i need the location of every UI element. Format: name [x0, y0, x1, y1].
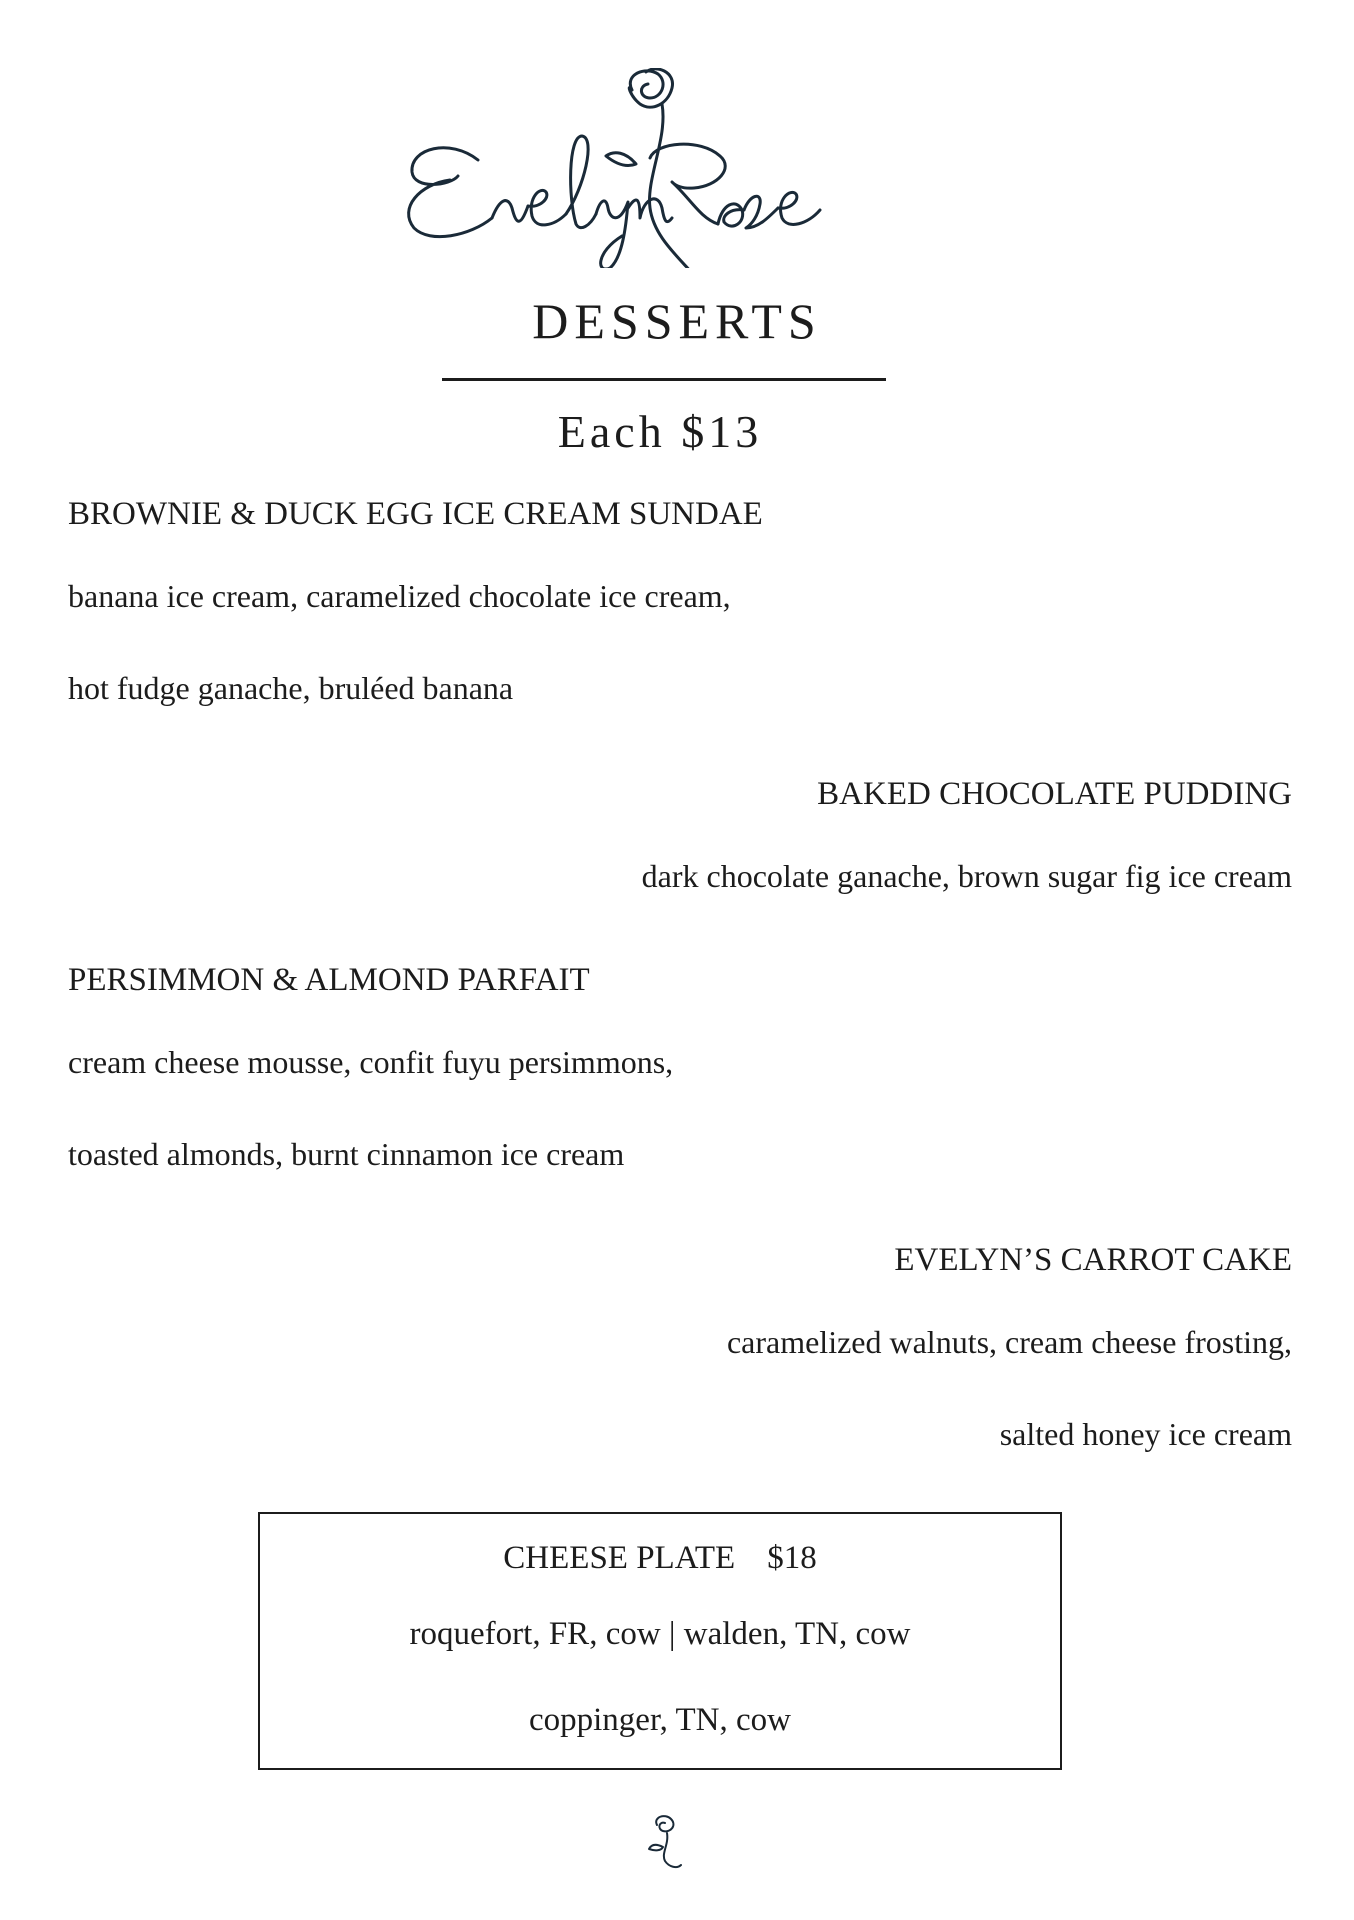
price-note: Each $13 [557, 406, 763, 457]
brand-logo [400, 68, 920, 268]
menu-item-description: hot fudge ganache, bruléed banana [68, 670, 514, 706]
menu-item-name: PERSIMMON & ALMOND PARFAIT [68, 962, 590, 998]
cheese-plate-box [258, 1512, 1062, 1770]
menu-item-name: BROWNIE & DUCK EGG ICE CREAM SUNDAE [68, 496, 763, 532]
cheese-plate-name: CHEESE PLATE [503, 1540, 736, 1576]
menu-title: DESSERTS [532, 293, 822, 349]
menu-item-description: caramelized walnuts, cream cheese frosting, [726, 1324, 1292, 1360]
cheese-plate-price: $18 [767, 1540, 817, 1576]
menu-item-name: BAKED CHOCOLATE PUDDING [817, 776, 1292, 812]
menu-item-description: cream cheese mousse, confit fuyu persimmons, [68, 1044, 674, 1080]
menu-item-carrot-cake [68, 1240, 1292, 1454]
menu-item-persimmon-parfait [68, 960, 1292, 1174]
menu-item-name: EVELYN’S CARROT CAKE [894, 1242, 1292, 1278]
title-divider [442, 378, 886, 381]
menu-item-chocolate-pudding [68, 774, 1292, 896]
menu-item-description: salted honey ice cream [999, 1416, 1292, 1452]
cheese-plate-line: coppinger, TN, cow [528, 1702, 791, 1738]
menu-item-description: banana ice cream, caramelized chocolate ice cream, [68, 578, 731, 614]
menu-item-description: toasted almonds, burnt cinnamon ice cream [68, 1136, 625, 1172]
menu-item-description: dark chocolate ganache, brown sugar fig ice cream [641, 858, 1292, 894]
cheese-plate-title [260, 1538, 1060, 1578]
menu-item-brownie-sundae [68, 494, 1292, 708]
cheese-plate-line: roquefort, FR, cow | walden, TN, cow [409, 1616, 911, 1652]
rose-icon [643, 1813, 687, 1869]
